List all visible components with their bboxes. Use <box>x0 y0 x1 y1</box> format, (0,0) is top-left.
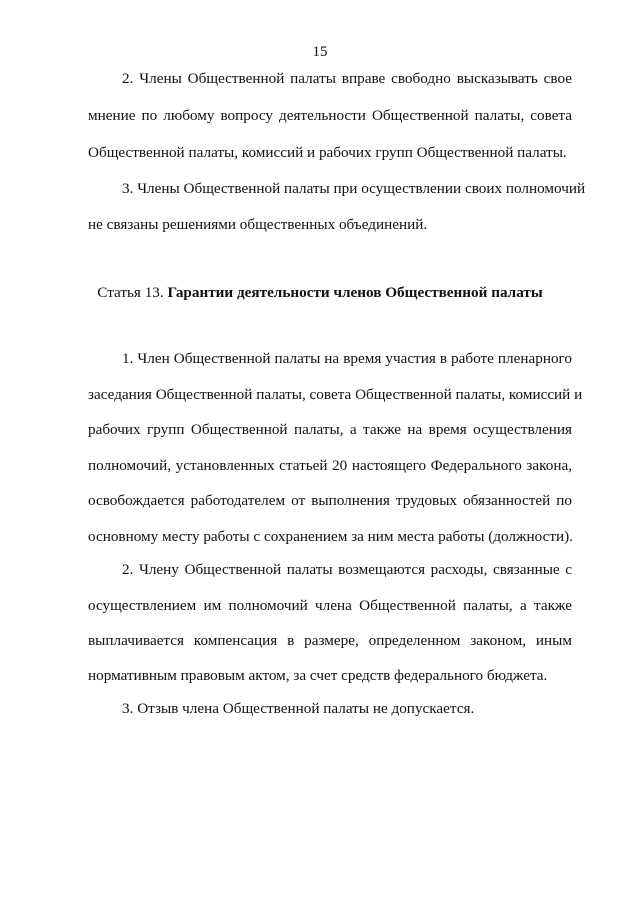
article-paragraph-1-line-5: освобождается работодателем от выполнения трудовых обязанностей по <box>88 492 572 509</box>
article-heading <box>0 284 640 302</box>
paragraph-3-line-1: 3. Члены Общественной палаты при осуществлении своих полномочий <box>122 180 586 197</box>
paragraph-2-line-3: Общественной палаты, комиссий и рабочих групп Общественной палаты. <box>88 144 567 161</box>
article-paragraph-2-line-3: выплачивается компенсация в размере, определенном законом, иным <box>88 632 572 649</box>
article-paragraph-1-line-1: 1. Член Общественной палаты на время участия в работе пленарного <box>122 350 572 367</box>
article-paragraph-2-line-1: 2. Члену Общественной палаты возмещаются расходы, связанные с <box>122 561 572 578</box>
article-title: Гарантии деятельности членов Общественной палаты <box>167 284 543 301</box>
article-paragraph-1-line-3: рабочих групп Общественной палаты, а также на время осуществления <box>88 421 572 438</box>
article-paragraph-2-line-2: осуществлением им полномочий члена Общественной палаты, а также <box>88 597 572 614</box>
article-paragraph-3-line-1: 3. Отзыв члена Общественной палаты не допускается. <box>122 700 475 717</box>
article-paragraph-1-line-2: заседания Общественной палаты, совета Общественной палаты, комиссий и <box>88 386 583 403</box>
paragraph-2-line-2: мнение по любому вопросу деятельности Общественной палаты, совета <box>88 107 572 124</box>
page-number: 15 <box>312 44 328 60</box>
article-paragraph-1-line-4: полномочий, установленных статьей 20 настоящего Федерального закона, <box>88 457 572 474</box>
paragraph-2-line-1: 2. Члены Общественной палаты вправе свободно высказывать свое <box>122 70 572 87</box>
article-paragraph-2-line-4: нормативным правовым актом, за счет средств федерального бюджета. <box>88 667 548 684</box>
paragraph-3-line-2: не связаны решениями общественных объединений. <box>88 216 428 233</box>
article-prefix: Статья 13. <box>97 284 164 301</box>
article-paragraph-1-line-6: основному месту работы с сохранением за ним места работы (должности). <box>88 528 573 545</box>
